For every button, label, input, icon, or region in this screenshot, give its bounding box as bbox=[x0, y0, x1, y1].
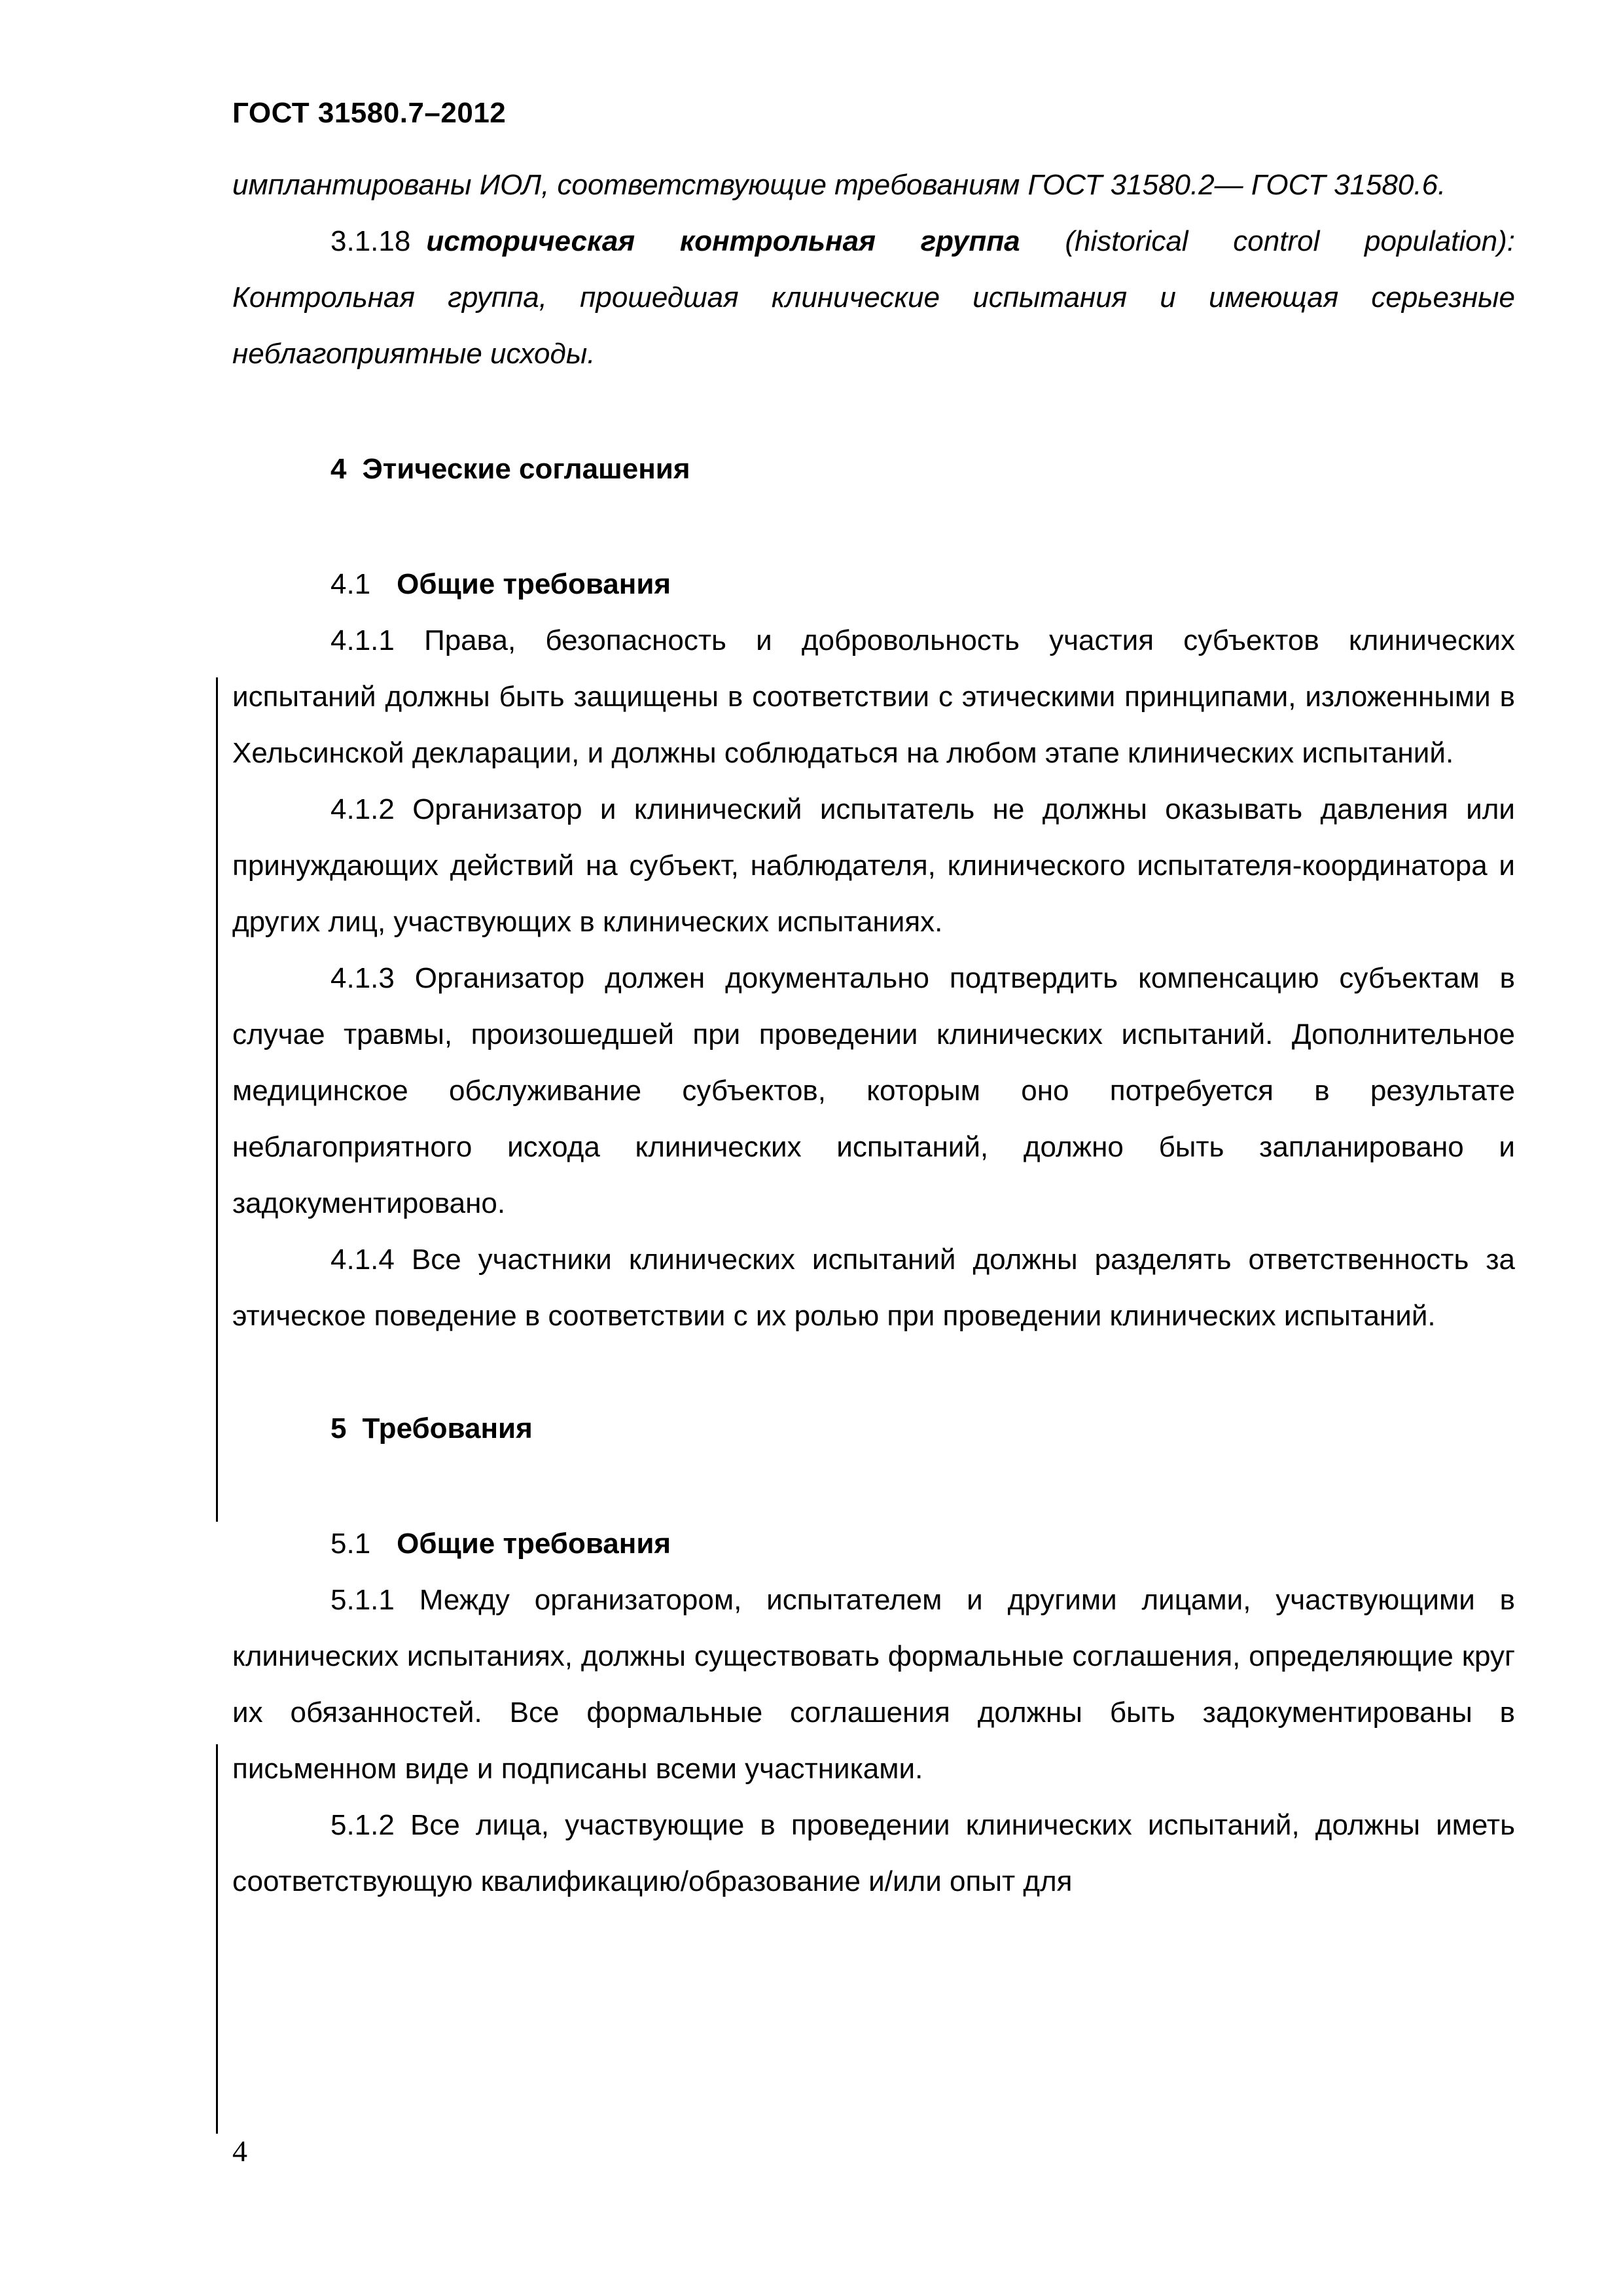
clause-text: Между организатором, испытателем и другими лицами, участвующими в клинических испытаниях, должны существовать формальные соглашения, определяющие круг их обязанностей. Все формальные соглашения должны быть задокументированы в письменном виде и подписаны всеми участниками. bbox=[232, 1584, 1515, 1785]
term-definition-3-1-18 bbox=[232, 213, 1515, 382]
clause-5-1-1 bbox=[232, 1572, 1515, 1797]
section-5-number: 5 bbox=[330, 1412, 347, 1444]
clause-5-1-2 bbox=[232, 1797, 1515, 1910]
section-4-heading bbox=[232, 441, 1515, 497]
clause-text: Все участники клинических испытаний должны разделять ответственность за этическое поведение в соответствии с их ролью при проведении клинических испытаний. bbox=[232, 1244, 1515, 1332]
term-number: 3.1.18 bbox=[330, 225, 411, 257]
subsection-5-1-heading bbox=[232, 1516, 1515, 1572]
section-5-heading bbox=[232, 1401, 1515, 1457]
clause-number: 4.1.4 bbox=[330, 1244, 395, 1276]
section-4-title: Этические соглашения bbox=[362, 453, 690, 485]
continuation-paragraph: имплантированы ИОЛ, соответствующие требованиям ГОСТ 31580.2— ГОСТ 31580.6. bbox=[232, 169, 1446, 201]
subsection-4-1-title: Общие требования bbox=[397, 568, 671, 600]
clause-number: 4.1.2 bbox=[330, 793, 395, 825]
section-5-title: Требования bbox=[362, 1412, 533, 1444]
clause-number: 5.1.1 bbox=[330, 1584, 395, 1616]
clause-number: 4.1.1 bbox=[330, 624, 395, 656]
clause-4-1-4 bbox=[232, 1232, 1515, 1344]
document-header: ГОСТ 31580.7–2012 bbox=[232, 97, 507, 129]
clause-4-1-1 bbox=[232, 613, 1515, 781]
page-content bbox=[232, 157, 1515, 1910]
change-bar-section-4 bbox=[216, 677, 218, 1522]
section-4-number: 4 bbox=[330, 453, 347, 485]
clause-text: Организатор должен документально подтвердить компенсацию субъектам в случае травмы, произошедшей при проведении клинических испытаний. Дополнительное медицинское обслуживание субъектов, которым оно потребуется в результате неблагоприятного исхода клинических испытаний, должно быть запланировано и задокументировано. bbox=[232, 962, 1515, 1219]
subsection-5-1-title: Общие требования bbox=[397, 1528, 671, 1560]
clause-4-1-3 bbox=[232, 950, 1515, 1232]
clause-number: 4.1.3 bbox=[330, 962, 395, 994]
clause-text: Права, безопасность и добровольность участия субъектов клинических испытаний должны быть защищены в соответствии с этическими принципами, изложенными в Хельсинской декларации, и должны соблюдаться на любом этапе клинических испытаний. bbox=[232, 624, 1515, 769]
page-number: 4 bbox=[232, 2134, 247, 2168]
clause-text: Организатор и клинический испытатель не должны оказывать давления или принуждающих действий на субъект, наблюдателя, клинического испытателя-координатора и других лиц, участвующих в клинических испытаниях. bbox=[232, 793, 1515, 938]
clause-number: 5.1.2 bbox=[330, 1809, 395, 1841]
term-english: (historical control population): bbox=[1065, 225, 1515, 257]
clause-text: Все лица, участвующие в проведении клинических испытаний, должны иметь соответствующую квалификацию/образование и/или опыт для bbox=[232, 1809, 1515, 1897]
term-definition-text: Контрольная группа, прошедшая клинические испытания и имеющая серьезные неблагоприятные исходы. bbox=[232, 281, 1515, 370]
subsection-5-1-number: 5.1 bbox=[330, 1528, 371, 1560]
subsection-4-1-number: 4.1 bbox=[330, 568, 371, 600]
subsection-4-1-heading bbox=[232, 556, 1515, 613]
change-bar-section-5 bbox=[216, 1744, 218, 2134]
term-name: историческая контрольная группа bbox=[426, 225, 1020, 257]
clause-4-1-2 bbox=[232, 781, 1515, 950]
